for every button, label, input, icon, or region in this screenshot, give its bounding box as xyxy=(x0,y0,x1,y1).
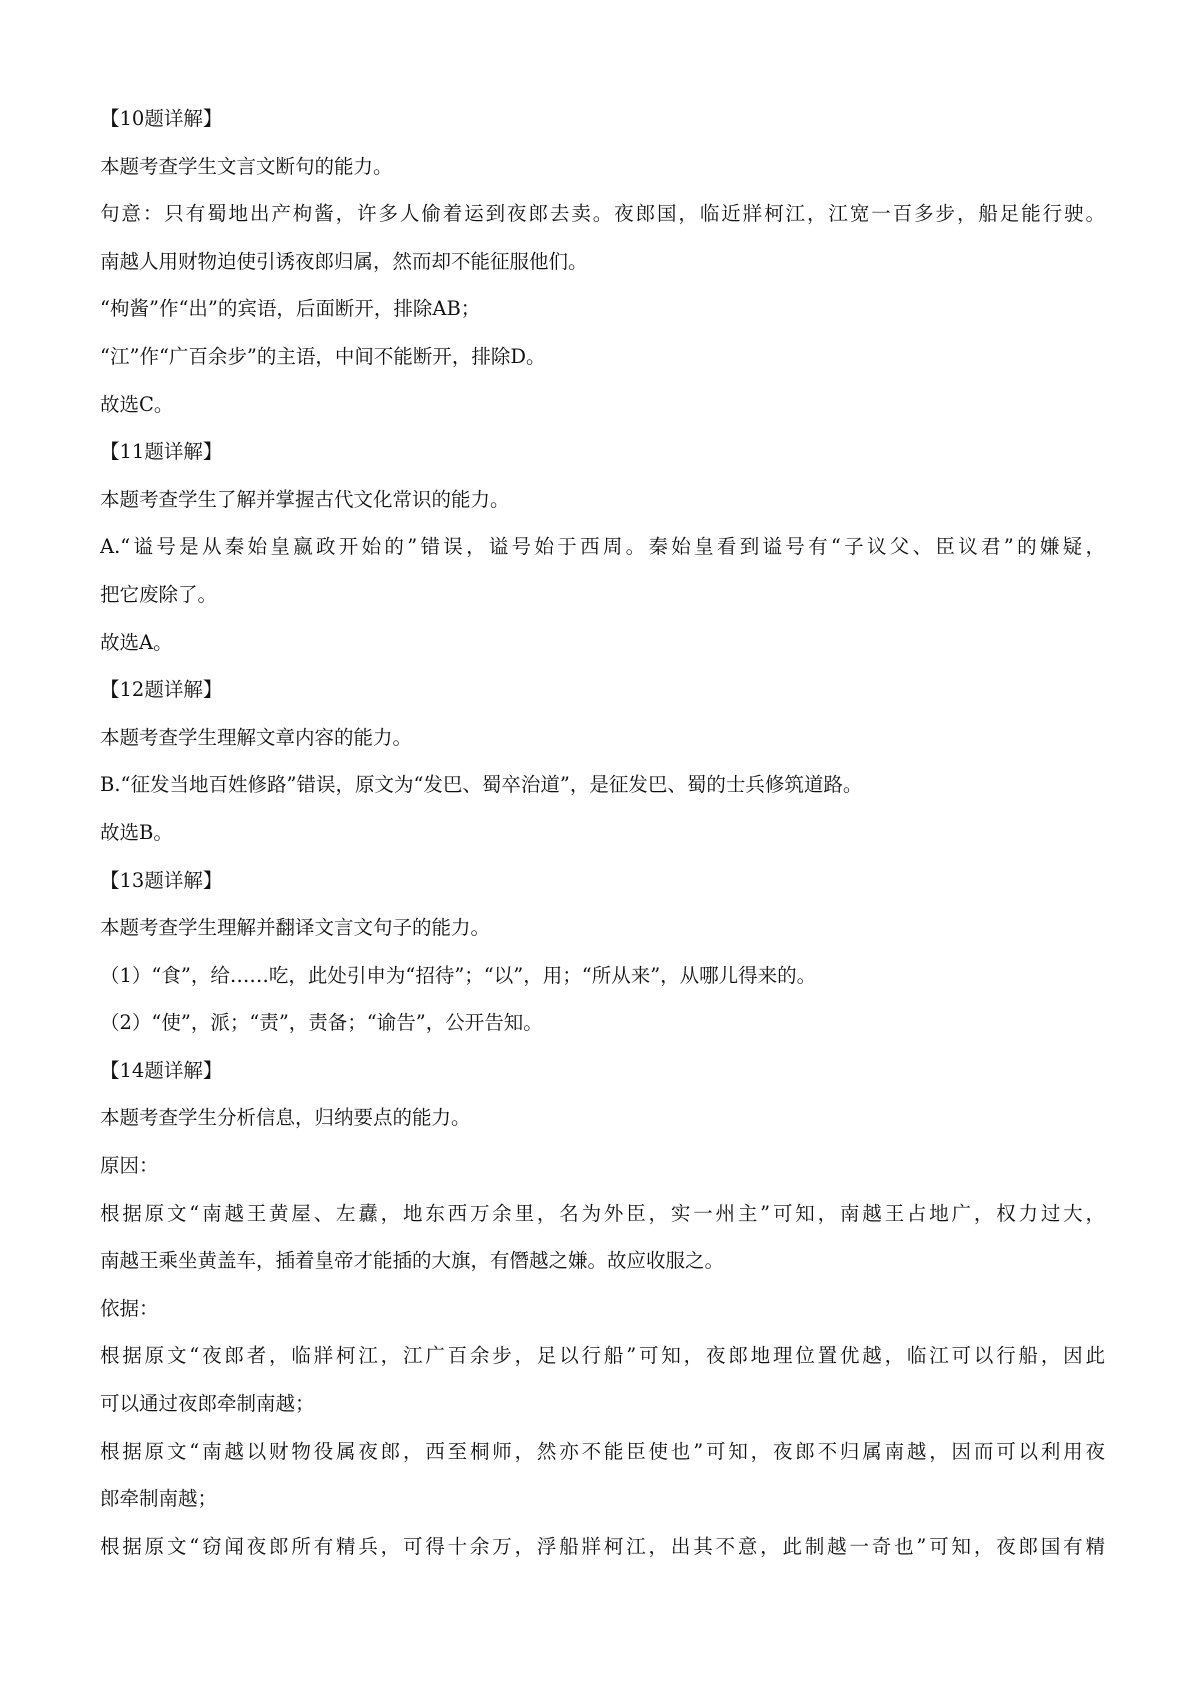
text-line: 把它废除了。 xyxy=(100,582,218,606)
text-line: “枸酱”作“出”的宾语，后面断开，排除AB； xyxy=(100,297,481,321)
text-line: B.“征发当地百姓修路”错误，原文为“发巴、蜀卒治道”，是征发巴、蜀的士兵修筑道路。 xyxy=(100,773,863,797)
text-line: 原因： xyxy=(100,1154,159,1178)
text-line: 本题考查学生理解文章内容的能力。 xyxy=(100,725,413,749)
text-line: 根据原文“窃闻夜郎所有精兵，可得十余万，浮船牂柯江，出其不意，此制越一奇也”可知，夜郎国有精 xyxy=(100,1534,1105,1558)
text-line: 郎牵制南越； xyxy=(100,1487,218,1511)
text-line: 根据原文“南越王黄屋、左纛，地东西万余里，名为外臣，实一州主”可知，南越王占地广，权力过大， xyxy=(100,1201,1105,1225)
section-heading-q14: 【14题详解】 xyxy=(100,1058,223,1082)
text-line: 依据： xyxy=(100,1296,159,1320)
text-line: “江”作“广百余步”的主语，中间不能断开，排除D。 xyxy=(100,344,546,368)
text-line: 本题考查学生分析信息，归纳要点的能力。 xyxy=(100,1106,471,1130)
text-line: （2）“使”，派；“责”，责备；“谕告”，公开告知。 xyxy=(100,1011,543,1035)
section-heading-q10: 【10题详解】 xyxy=(100,107,223,130)
answer-line: 故选A。 xyxy=(100,630,173,654)
text-line: 南越人用财物迫使引诱夜郎归属，然而却不能征服他们。 xyxy=(100,249,588,273)
text-line: 本题考查学生了解并掌握古代文化常识的能力。 xyxy=(100,487,510,511)
document-page xyxy=(100,95,1105,1570)
text-line: 根据原文“夜郎者，临牂柯江，江广百余步，足以行船”可知，夜郎地理位置优越，临江可以行船，因此 xyxy=(100,1344,1105,1368)
text-line: 本题考查学生文言文断句的能力。 xyxy=(100,154,393,178)
text-line: 句意：只有蜀地出产枸酱，许多人偷着运到夜郎去卖。夜郎国，临近牂柯江，江宽一百多步，船足能行驶。 xyxy=(100,202,1105,226)
answer-line: 故选C。 xyxy=(100,392,174,416)
text-line: 南越王乘坐黄盖车，插着皇帝才能插的大旗，有僭越之嫌。故应收服之。 xyxy=(100,1249,725,1273)
text-line: （1）“食”，给……吃，此处引申为“招待”；“以”，用；“所从来”，从哪儿得来的。 xyxy=(100,963,817,987)
text-line: 可以通过夜郎牵制南越； xyxy=(100,1392,315,1416)
section-heading-q13: 【13题详解】 xyxy=(100,868,223,892)
answer-line: 故选B。 xyxy=(100,820,173,844)
section-heading-q12: 【12题详解】 xyxy=(100,678,223,702)
text-line: 本题考查学生理解并翻译文言文句子的能力。 xyxy=(100,916,491,940)
section-heading-q11: 【11题详解】 xyxy=(100,440,223,464)
text-line: 根据原文“南越以财物役属夜郎，西至桐师，然亦不能臣使也”可知，夜郎不归属南越，因而可以利用夜 xyxy=(100,1439,1105,1463)
text-line: A.“谥号是从秦始皇嬴政开始的”错误，谥号始于西周。秦始皇看到谥号有“子议父、臣议君”的嫌疑， xyxy=(100,535,1105,559)
